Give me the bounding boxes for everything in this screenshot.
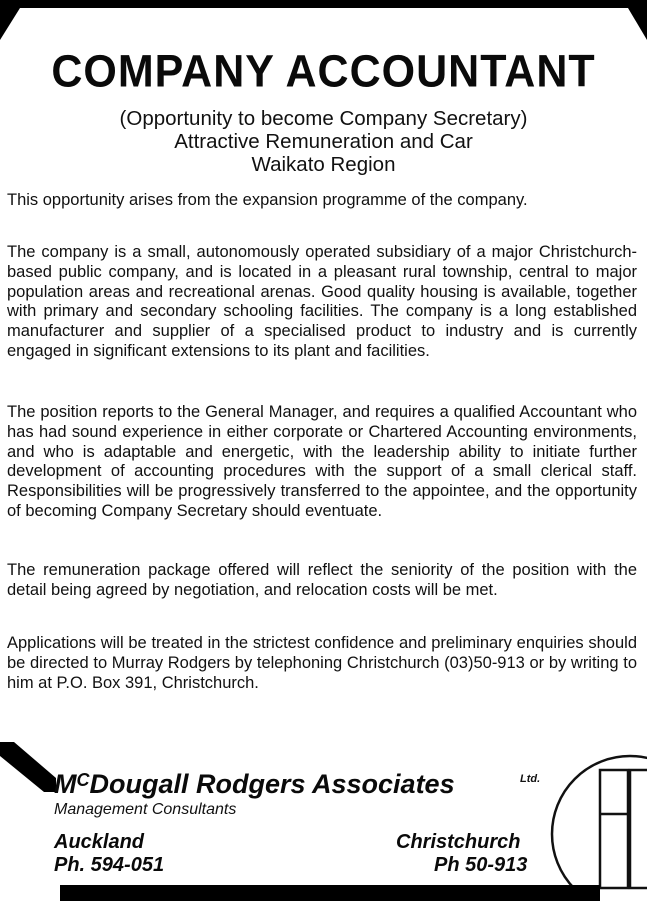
ad-subtitle-line: Attractive Remuneration and Car: [174, 130, 473, 153]
top-border: [0, 0, 647, 40]
ad-subtitle-line: Waikato Region: [251, 153, 396, 176]
ad-paragraph: The position reports to the General Manager, and requires a qualified Accountant who has had sound experience in either corporate or Chartered Accounting environments, and who is adaptable and energetic, with the leadership ability to initiate further development of accounting procedures with the support of a small clerical staff. Responsibilities will be progressively transferred to the appointee, and the opportunity of becoming Company Secretary should eventuate.: [7, 403, 637, 520]
ad-subtitle-line: (Opportunity to become Company Secretary): [119, 107, 528, 130]
firm-ltd: Ltd.: [520, 773, 541, 785]
office-city: Auckland: [54, 831, 145, 853]
ad-paragraph: Applications will be treated in the strictest confidence and preliminary enquiries should be directed to Murray Rodgers by telephoning Christchurch (03)50-913 or by writing to him at P.O. Box 391, Christchurch.: [7, 634, 637, 692]
office-phone: Ph. 594-051: [54, 854, 165, 876]
firm-name-mc: $M^C$: [54, 769, 90, 799]
firm-tagline: Management Consultants: [54, 801, 237, 818]
ad-paragraph: This opportunity arises from the expansion programme of the company.: [7, 191, 528, 209]
bottom-rule: [60, 885, 600, 901]
firm-name-rest: Dougall Rodgers Associates: [89, 769, 455, 799]
ad-title: COMPANY ACCOUNTANT: [51, 46, 596, 98]
firm-name: [54, 763, 455, 801]
corner-slash-icon: [0, 742, 60, 792]
ad-paragraph: The company is a small, autonomously operated subsidiary of a major Christchurch-based public company, and is located in a pleasant rural township, central to major population areas and recreational arenas. Good quality housing is available, together with primary and secondary schooling facilities. The company is a long established manufacturer and supplier of a specialised product to industry and is currently engaged in significant extensions to its plant and facilities.: [7, 243, 637, 360]
office-phone: Ph 50-913: [434, 854, 528, 876]
mra-monogram-icon: [548, 752, 647, 901]
office-city: Christchurch: [396, 831, 521, 853]
ad-paragraph: The remuneration package offered will reflect the seniority of the position with the detail being agreed by negotiation, and relocation costs will be met.: [7, 561, 637, 599]
